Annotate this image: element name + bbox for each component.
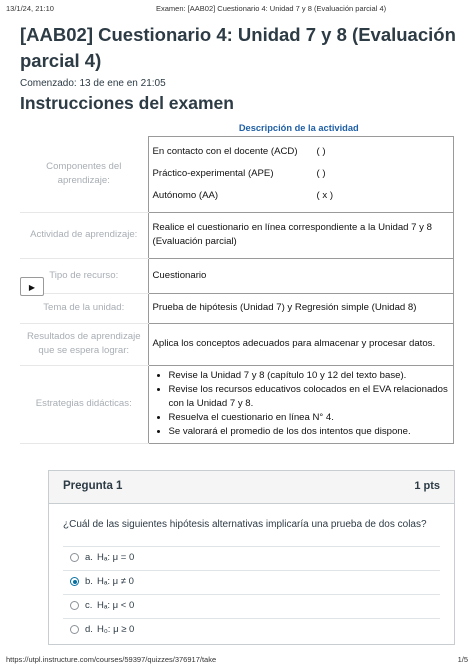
- answer-option-d[interactable]: [63, 618, 440, 642]
- component-label: Práctico-experimental (APE): [152, 168, 274, 179]
- print-page-number: 1/5: [457, 655, 468, 664]
- component-mark: ( ): [316, 168, 326, 179]
- results-value: Aplica los conceptos adecuados para almacenar y procesar datos.: [148, 323, 454, 365]
- radio-button-selected[interactable]: [70, 577, 79, 586]
- radio-button[interactable]: [70, 625, 79, 634]
- question-name: Pregunta 1: [63, 480, 123, 492]
- instructions-title: Instrucciones del examen: [20, 93, 234, 113]
- print-footer: [6, 655, 468, 667]
- started-at: Comenzado: 13 de ene en 21:05: [20, 78, 166, 89]
- strategy-item: • Resuelva el cuestionario en línea N° 4.: [169, 411, 450, 425]
- activity-description-table: [20, 120, 454, 444]
- component-label: En contacto con el docente (ACD): [152, 146, 298, 157]
- topic-label: Tema de la unidad:: [20, 293, 148, 323]
- answer-expression: Hₐ: μ < 0: [97, 600, 135, 611]
- activity-table-header: Descripción de la actividad: [238, 122, 359, 133]
- print-timestamp: 13/1/24, 21:10: [6, 4, 54, 13]
- strategy-item: • Revise los recursos educativos colocados en el EVA relacionados con la Unidad 7 y 8.: [169, 383, 450, 411]
- strategies-list: [153, 369, 450, 439]
- play-icon: ▶: [28, 283, 36, 292]
- print-url: https://utpl.instructure.com/courses/59397/quizzes/376917/take: [6, 655, 217, 664]
- play-button[interactable]: [20, 277, 44, 296]
- answer-letter: d.: [85, 624, 93, 635]
- answer-expression: Hₐ: μ ≠ 0: [97, 576, 134, 587]
- component-mark: ( ): [316, 146, 326, 157]
- strategy-item: • Revise la Unidad 7 y 8 (capítulo 10 y 12 del texto base).: [169, 369, 450, 383]
- question-text: ¿Cuál de las siguientes hipótesis alternativas implicaría una prueba de dos colas?: [63, 519, 427, 530]
- activity-value: Realice el cuestionario en línea correspondiente a la Unidad 7 y 8 (Evaluación parcial): [148, 212, 454, 258]
- answer-expression: Hₐ: μ = 0: [97, 552, 135, 563]
- resource-value: Cuestionario: [148, 258, 454, 293]
- question-points: 1 pts: [414, 480, 440, 492]
- question-card: [48, 470, 455, 645]
- topic-value: Prueba de hipótesis (Unidad 7) y Regresión simple (Unidad 8): [148, 293, 454, 323]
- answer-letter: a.: [85, 552, 93, 563]
- activity-label: Actividad de aprendizaje:: [20, 212, 148, 258]
- strategy-item: • Se valorará el promedio de los dos intentos que dispone.: [169, 425, 450, 439]
- component-mark: ( x ): [316, 190, 334, 201]
- components-label: Componentes del aprendizaje:: [20, 136, 148, 212]
- answer-option-c[interactable]: [63, 594, 440, 618]
- answer-option-a[interactable]: [63, 546, 440, 570]
- print-header: [6, 4, 468, 16]
- strategies-cell: [148, 365, 454, 443]
- resource-label: Tipo de recurso:: [20, 258, 148, 293]
- results-label: Resultados de aprendizaje que se espera lograr:: [20, 323, 148, 365]
- components-cell: [148, 136, 454, 212]
- component-row: [153, 141, 450, 163]
- answer-letter: b.: [85, 576, 93, 587]
- component-row: [153, 163, 450, 185]
- answer-expression: H₀: μ ≥ 0: [97, 624, 135, 635]
- question-header: [49, 471, 454, 504]
- print-page-title: Examen: [AAB02] Cuestionario 4: Unidad 7 y 8 (Evaluación parcial 4): [156, 4, 387, 13]
- component-label: Autónomo (AA): [152, 190, 219, 201]
- radio-button[interactable]: [70, 553, 79, 562]
- answer-option-b[interactable]: [63, 570, 440, 594]
- quiz-title: [AAB02] Cuestionario 4: Unidad 7 y 8 (Evaluación parcial 4): [20, 24, 456, 71]
- answer-list: [63, 546, 440, 642]
- answer-letter: c.: [85, 600, 93, 611]
- strategies-label: Estrategias didácticas:: [20, 365, 148, 443]
- radio-button[interactable]: [70, 601, 79, 610]
- component-row: [153, 185, 450, 207]
